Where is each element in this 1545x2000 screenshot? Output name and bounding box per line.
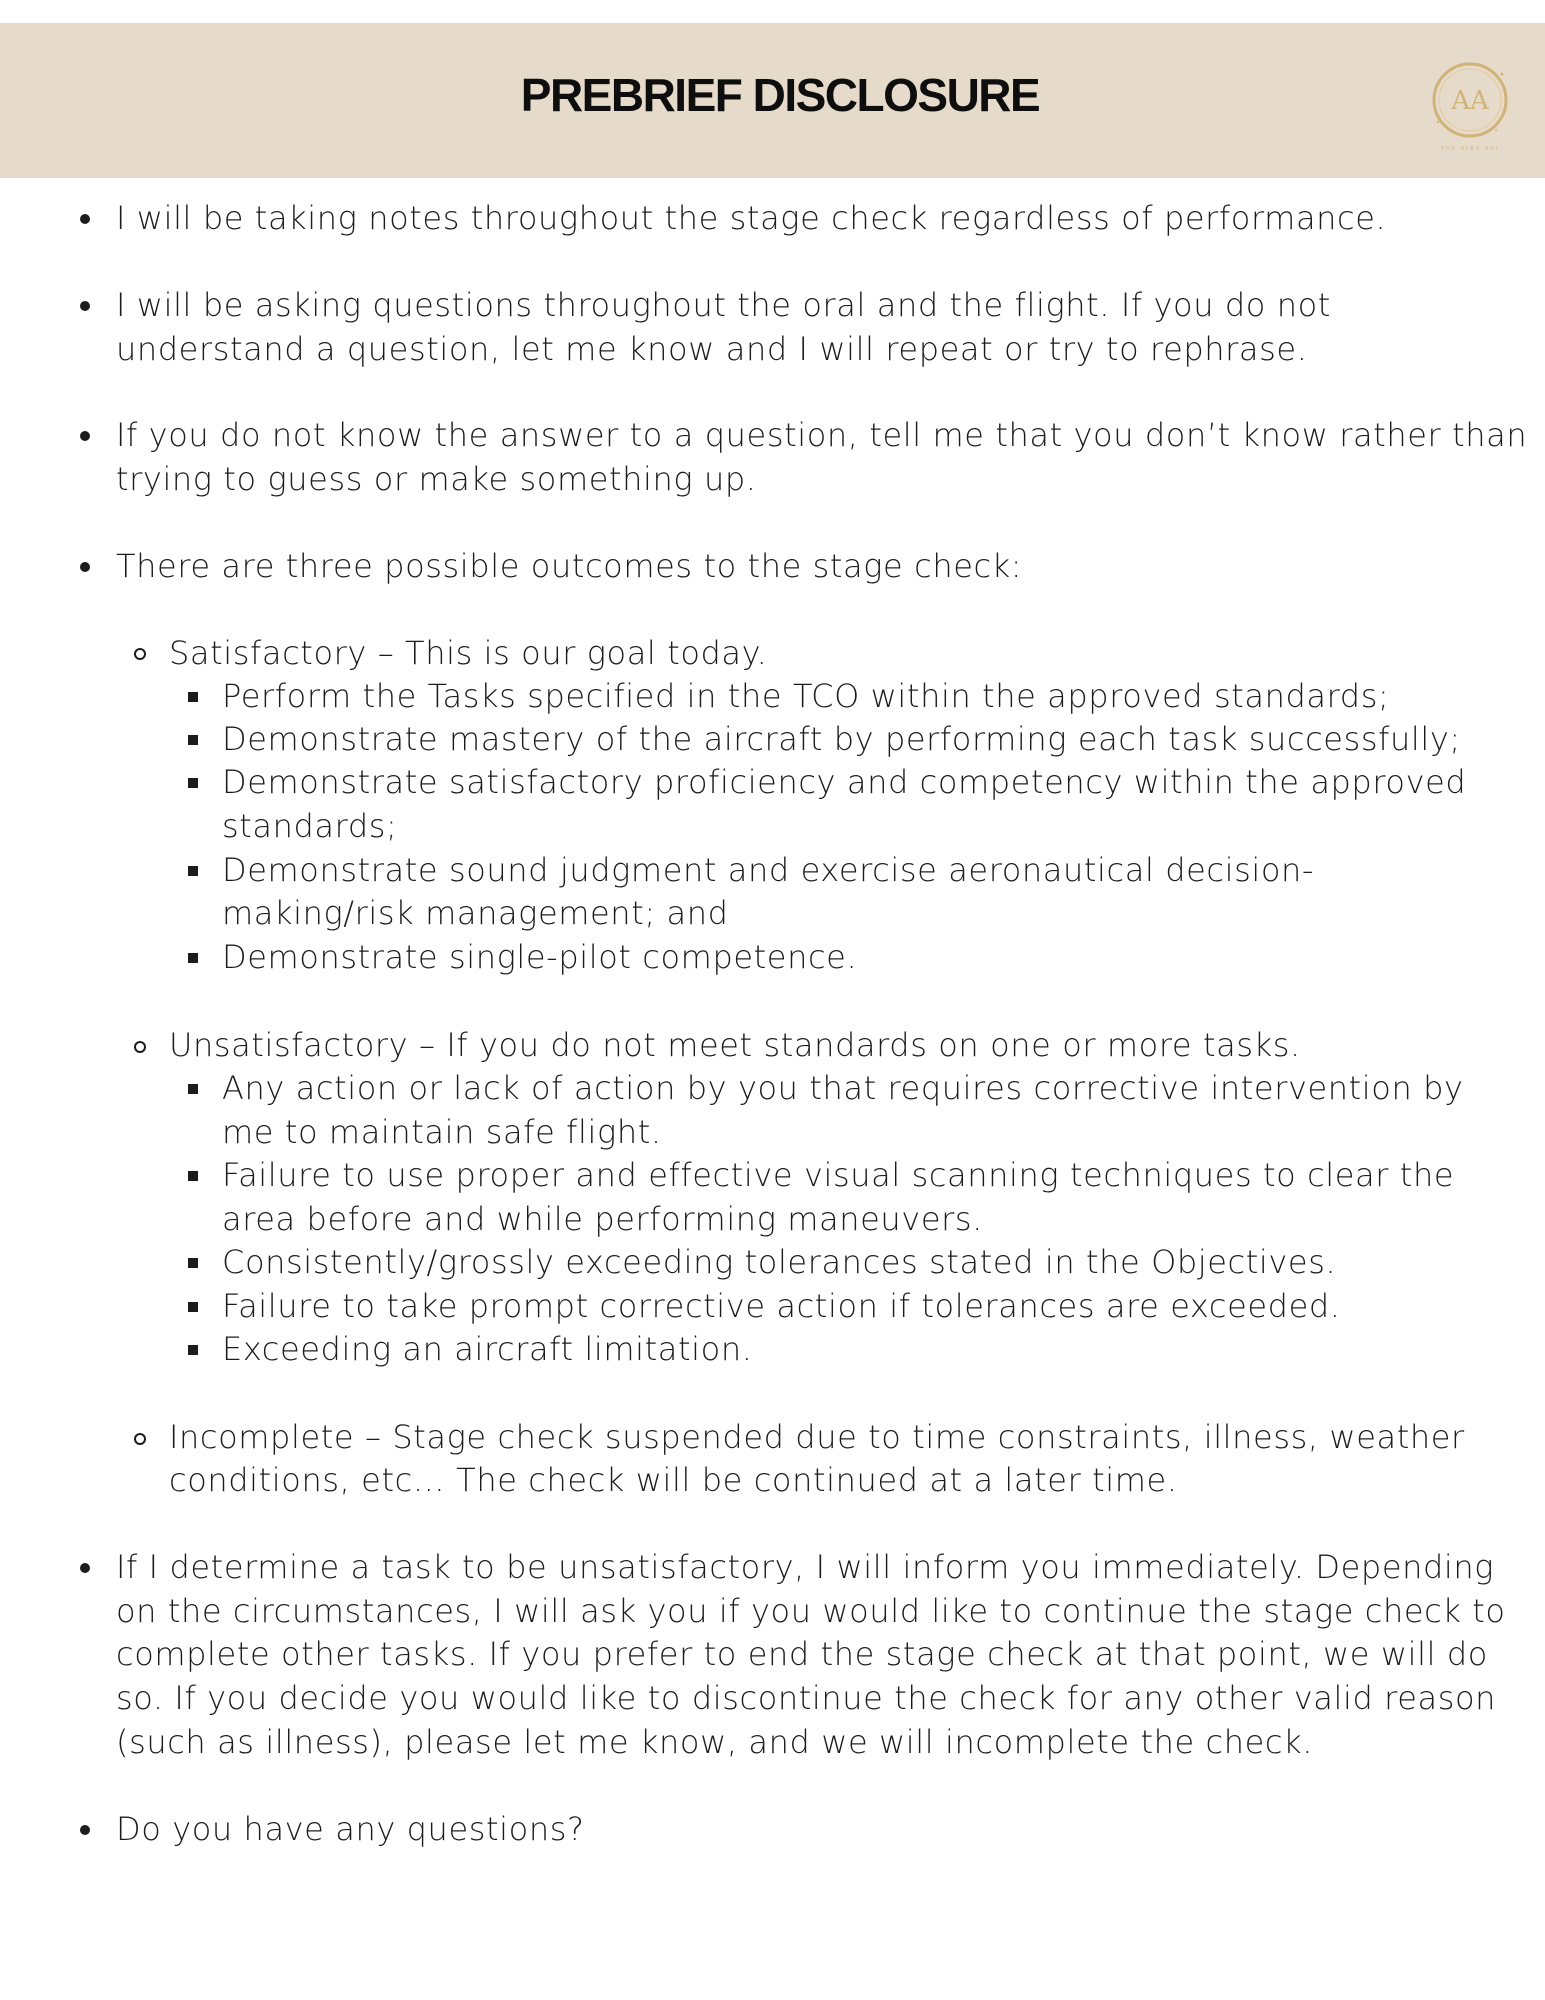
satisfactory-item: Demonstrate mastery of the aircraft by performing each task successfully;	[222, 720, 1461, 758]
list-item-unsatisfactory-policy: (such as illness), please let me know, and we will incomplete the check.	[116, 1723, 1313, 1761]
bullet-disc	[80, 214, 90, 224]
unsatisfactory-item: Failure to use proper and effective visual scanning techniques to clear the	[222, 1156, 1455, 1194]
list-item-questions: understand a question, let me know and I will repeat or try to rephrase.	[116, 330, 1308, 368]
satisfactory-item: making/risk management; and	[222, 894, 729, 932]
satisfactory-item: Perform the Tasks specified in the TCO within the approved standards;	[222, 677, 1390, 715]
list-item-unknown-answer: If you do not know the answer to a question, tell me that you don’t know rather than	[116, 416, 1528, 454]
page-title: PREBRIEF DISCLOSURE	[520, 69, 1040, 121]
unsatisfactory-item: Failure to take prompt corrective action if tolerances are exceeded.	[222, 1287, 1341, 1325]
logo-monogram: AA	[1451, 86, 1489, 116]
satisfactory-item: Demonstrate sound judgment and exercise aeronautical decision-	[222, 851, 1315, 889]
bullet-disc	[80, 1563, 90, 1573]
bullet-circle	[134, 1041, 146, 1053]
bullet-disc	[80, 431, 90, 441]
list-item-outcomes: There are three possible outcomes to the stage check:	[116, 547, 1023, 585]
bullet-square	[188, 735, 198, 745]
unsatisfactory-item: area before and while performing maneuvers.	[222, 1200, 983, 1238]
bullet-square	[188, 1345, 198, 1355]
outcome-satisfactory: Satisfactory – This is our goal today.	[169, 634, 768, 672]
bullet-square	[188, 1084, 198, 1094]
bullet-square	[188, 692, 198, 702]
list-item-notes: I will be taking notes throughout the stage check regardless of performance.	[116, 199, 1387, 237]
unsatisfactory-item: Exceeding an aircraft limitation.	[222, 1330, 753, 1368]
bullet-square	[188, 778, 198, 788]
list-item-unsatisfactory-policy: If I determine a task to be unsatisfactory, I will inform you immediately. Depending	[116, 1548, 1495, 1586]
list-item-any-questions: Do you have any questions?	[116, 1810, 585, 1848]
unsatisfactory-item: me to maintain safe flight.	[222, 1113, 662, 1151]
satisfactory-item: standards;	[222, 807, 398, 845]
list-item-unsatisfactory-policy: so. If you decide you would like to discontinue the check for any other valid reason	[116, 1679, 1497, 1717]
bullet-disc	[80, 1825, 90, 1835]
bullet-circle	[134, 648, 146, 660]
unsatisfactory-item: Any action or lack of action by you that requires corrective intervention by	[222, 1069, 1464, 1107]
outcome-incomplete: Incomplete – Stage check suspended due to time constraints, illness, weather	[169, 1418, 1465, 1456]
bullet-square	[188, 953, 198, 963]
logo-seal	[1430, 60, 1510, 140]
logo-caption: THE ALEX AVI	[1441, 146, 1499, 152]
satisfactory-item: Demonstrate satisfactory proficiency and competency within the approved	[222, 763, 1467, 801]
unsatisfactory-item: Consistently/grossly exceeding tolerances stated in the Objectives.	[222, 1243, 1337, 1281]
list-item-unsatisfactory-policy: on the circumstances, I will ask you if you would like to continue the stage check to	[116, 1592, 1506, 1630]
outcome-incomplete: conditions, etc… The check will be continued at a later time.	[169, 1461, 1178, 1499]
bullet-square	[188, 1171, 198, 1181]
outcome-unsatisfactory: Unsatisfactory – If you do not meet standards on one or more tasks.	[169, 1026, 1301, 1064]
disclosure-list	[0, 190, 1545, 1910]
bullet-square	[188, 1258, 198, 1268]
satisfactory-item: Demonstrate single-pilot competence.	[222, 938, 858, 976]
list-item-questions: I will be asking questions throughout the oral and the flight. If you do not	[116, 286, 1331, 324]
bullet-square	[188, 866, 198, 876]
bullet-circle	[134, 1433, 146, 1445]
bullet-disc	[80, 562, 90, 572]
bullet-square	[188, 1302, 198, 1312]
list-item-unsatisfactory-policy: complete other tasks. If you prefer to end the stage check at that point, we will do	[116, 1635, 1488, 1673]
list-item-unknown-answer: trying to guess or make something up.	[116, 460, 757, 498]
bullet-disc	[80, 301, 90, 311]
